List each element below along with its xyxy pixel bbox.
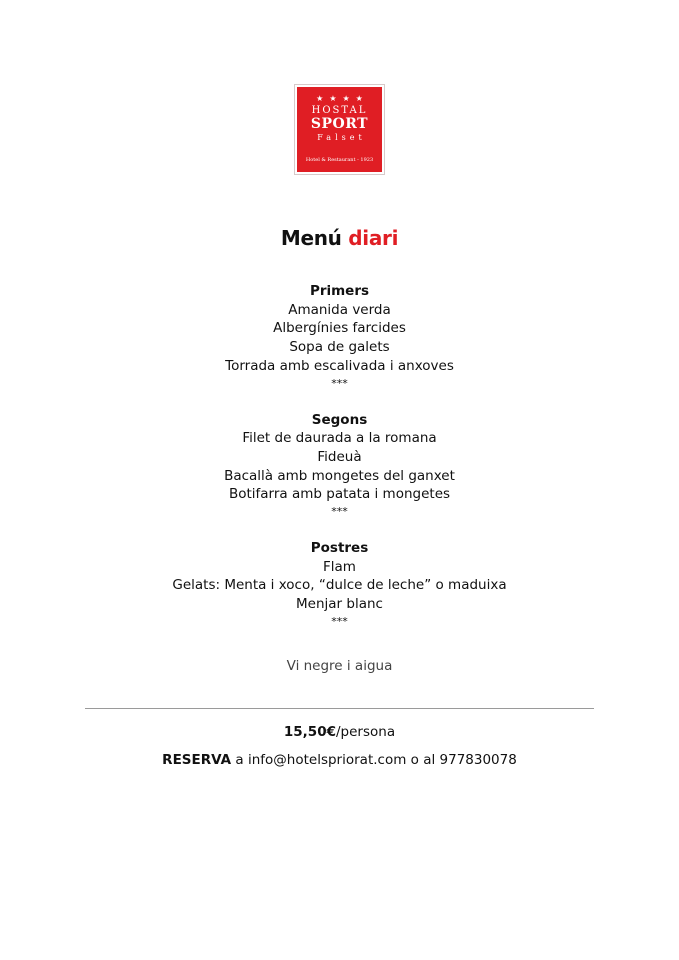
list-item: Fideuà xyxy=(317,448,362,465)
list-item: Bacallà amb mongetes del ganxet xyxy=(224,467,455,484)
list-item: Amanida verda xyxy=(288,301,391,318)
menu-list xyxy=(0,282,679,649)
section-title: Primers xyxy=(309,283,370,299)
section-primers xyxy=(0,282,679,392)
section-separator: *** xyxy=(331,505,348,519)
list-item: Botifarra amb patata i mongetes xyxy=(228,486,451,503)
section-separator: *** xyxy=(331,376,348,390)
logo-stars: ★★★★ xyxy=(316,94,369,103)
list-item: Gelats: Menta i xoco, “dulce de leche” o maduixa xyxy=(172,577,507,594)
page-title xyxy=(0,226,679,250)
drink-note: Vi negre i aigua xyxy=(286,658,393,674)
reservation-line xyxy=(0,752,679,768)
logo-sport-text: SPORT xyxy=(310,116,369,132)
list-item: Albergínies farcides xyxy=(273,320,406,337)
reserve-label: RESERVA xyxy=(162,752,232,768)
logo-falset-text: Falset xyxy=(317,133,366,142)
price-line xyxy=(0,724,679,740)
section-title: Postres xyxy=(310,540,369,557)
divider xyxy=(85,708,594,709)
hostal-sport-logo xyxy=(294,84,385,175)
price-amount: 15,50€ xyxy=(283,724,336,740)
title-accent: diari xyxy=(348,226,399,250)
logo-badge xyxy=(297,87,382,172)
list-item: Filet de daurada a la romana xyxy=(242,430,437,447)
title-main: Menú xyxy=(280,226,342,250)
list-item: Menjar blanc xyxy=(296,596,383,613)
logo-hostal-text: HOSTAL xyxy=(311,105,368,116)
list-item: Torrada amb escalivada i anxoves xyxy=(225,357,454,374)
section-separator: *** xyxy=(331,614,348,628)
section-segons xyxy=(0,411,679,521)
list-item: Sopa de galets xyxy=(289,339,390,356)
section-postres xyxy=(0,539,679,630)
section-title: Segons xyxy=(311,411,368,428)
list-item: Flam xyxy=(323,558,356,575)
price-unit: /persona xyxy=(336,724,396,740)
reserve-contact: a info@hotelspriorat.com o al 977830078 xyxy=(235,752,517,768)
logo-tagline: Hotel & Restaurant - 1923 xyxy=(305,157,374,163)
